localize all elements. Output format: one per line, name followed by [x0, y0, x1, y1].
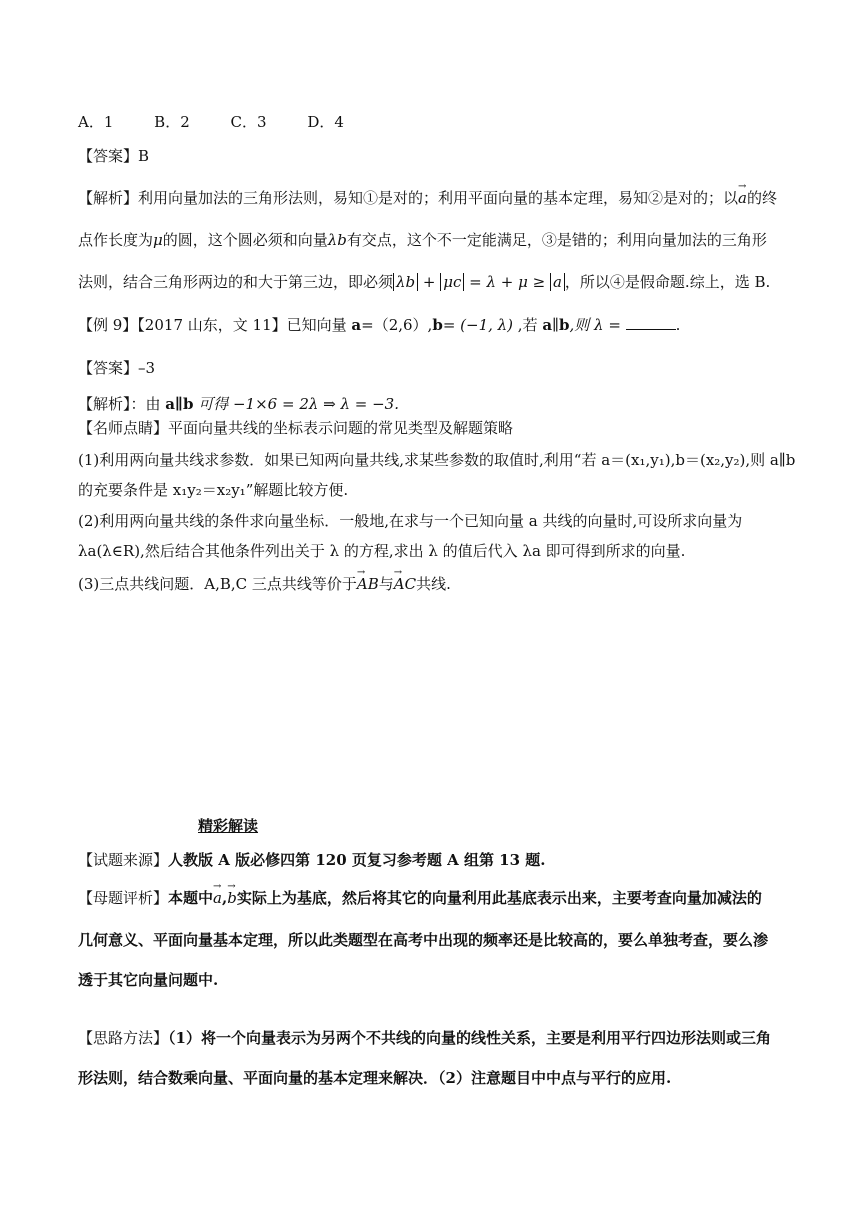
cond-a: a [542, 316, 553, 334]
answer-options [78, 112, 344, 132]
abs-mu-c: μc [440, 273, 464, 291]
option-c: C．3 [230, 113, 267, 131]
mother-label: 【母题评析】 [78, 889, 169, 907]
comma: , [221, 889, 228, 907]
mother-line-3: 透于其它向量问题中. [78, 971, 219, 989]
example-9 [78, 315, 680, 335]
mother-text: 本题中 [168, 889, 214, 907]
answer-2-label: 【答案】 [78, 359, 139, 377]
analysis-1-text: ，所以④是假命题.综上，选 B. [564, 273, 771, 291]
analysis-1-text: 的圆，这个圆必须和向量 [162, 231, 328, 249]
analysis-1-line-2 [78, 230, 767, 250]
analysis-1-text: 法则，结合三角形两边的和大于第三边，即必须 [78, 273, 394, 291]
analysis-1-line-3 [78, 272, 770, 292]
period: . [675, 316, 681, 334]
answer-2 [78, 358, 155, 378]
vector-a-value: =（2,6）, [361, 316, 433, 334]
tips-title: 平面向量共线的坐标表示问题的常见类型及解题策略 [168, 419, 514, 437]
analysis-2 [78, 394, 399, 414]
answer-1-value: B [138, 147, 150, 165]
analysis-1-text: 的终 [746, 189, 777, 207]
vector-ab: → AB [357, 574, 379, 594]
tips-header [78, 418, 513, 438]
mother-line-2: 几何意义、平面向量基本定理，所以此类题型在高考中出现的频率还是比较高的，要么单独考查，要么渗 [78, 931, 769, 949]
tips-p3-text: (3)三点共线问题．A,B,C 三点共线等价于 [78, 575, 357, 593]
vector-ac: → AC [394, 574, 416, 594]
vector-a: → a [213, 888, 222, 908]
tips-p3 [78, 574, 451, 594]
abs-lambda-b: λb [393, 273, 418, 291]
mother-text: 实际上为基底，然后将其它的向量利用此基底表示出来，主要考查向量加减法的 [236, 889, 762, 907]
method-text: （1）将一个向量表示为另两个不共线的向量的线性关系，主要是利用平行四边形法则或三角 [168, 1029, 771, 1047]
abs-a: a [550, 273, 565, 291]
tips-p3-and: 与 [378, 575, 394, 593]
analysis-1-text: 利用向量加法的三角形法则，易知①是对的；利用平面向量的基本定理，易知②是对的；以 [138, 189, 739, 207]
tips-p1-line-2: 的充要条件是 x₁y₂＝x₂y₁”解题比较方便. [78, 481, 349, 499]
analysis-1-text: 点作长度为 [78, 231, 154, 249]
a-parallel-b: a∥b [165, 395, 194, 413]
lambda-b-expr: λb [327, 231, 347, 249]
method-label: 【思路方法】 [78, 1029, 169, 1047]
parallel-symbol: ∥ [552, 316, 560, 334]
answer-2-value: –3 [138, 359, 156, 377]
condition-text-2: ,则 λ = [569, 316, 626, 334]
analysis-2-label: 【解析】 [78, 395, 131, 413]
analysis-2-text: ：由 [130, 395, 166, 413]
vector-a-name: a [351, 316, 362, 334]
tips-p1-line-1: (1)利用两向量共线求参数．如果已知两向量共线,求某些参数的取值时,利用“若 a＝(x₁,y₁),b＝(x₂,y₂),则 a∥b [78, 451, 796, 469]
source-line [78, 850, 545, 870]
vector-b-value: = (−1, λ) [442, 316, 514, 334]
tips-p2-line-1: (2)利用两向量共线的条件求向量坐标．一般地,在求与一个已知向量 a 共线的向量时,可设所求向量为 [78, 512, 743, 530]
option-b: B．2 [154, 113, 190, 131]
option-a: A．1 [78, 113, 114, 131]
answer-1 [78, 146, 149, 166]
mother-line-1 [78, 888, 762, 908]
section-title: 精彩解读 [198, 817, 259, 835]
method-line-1 [78, 1028, 771, 1048]
cond-b: b [559, 316, 570, 334]
source-label: 【试题来源】 [78, 851, 169, 869]
condition-text: ,若 [513, 316, 543, 334]
option-d: D．4 [307, 113, 344, 131]
mu-symbol: μ [153, 231, 163, 249]
answer-blank [626, 315, 676, 330]
method-line-2: 形法则，结合数乘向量、平面向量的基本定理来解决．（2）注意题目中中点与平行的应用. [78, 1069, 672, 1087]
source-text: 人教版 A 版必修四第 120 页复习参考题 A 组第 13 题. [168, 851, 546, 869]
vector-b: → b [227, 888, 237, 908]
analysis-1-line-1 [78, 188, 777, 208]
tips-p3-tail: 共线. [416, 575, 451, 593]
equation-mid: = λ + μ ≥ [464, 273, 550, 291]
vector-a: → a [738, 188, 747, 208]
tips-p2-line-2: λa(λ∈R),然后结合其他条件列出关于 λ 的方程,求出 λ 的值后代入 λa 即可得到所求的向量. [78, 542, 686, 560]
answer-1-label: 【答案】 [78, 147, 139, 165]
analysis-1-text: 有交点，这个不一定能满足，③是错的；利用向量加法的三角形 [346, 231, 767, 249]
plus-sign: + [418, 273, 441, 291]
analysis-1-label: 【解析】 [78, 189, 139, 207]
tips-label: 【名师点睛】 [78, 419, 169, 437]
example-9-label: 【例 9】【2017 山东，文 11】已知向量 [78, 316, 352, 334]
analysis-2-equation: 可得 −1×6 = 2λ ⇒ λ = −3. [193, 395, 399, 413]
vector-b-name: b [432, 316, 443, 334]
